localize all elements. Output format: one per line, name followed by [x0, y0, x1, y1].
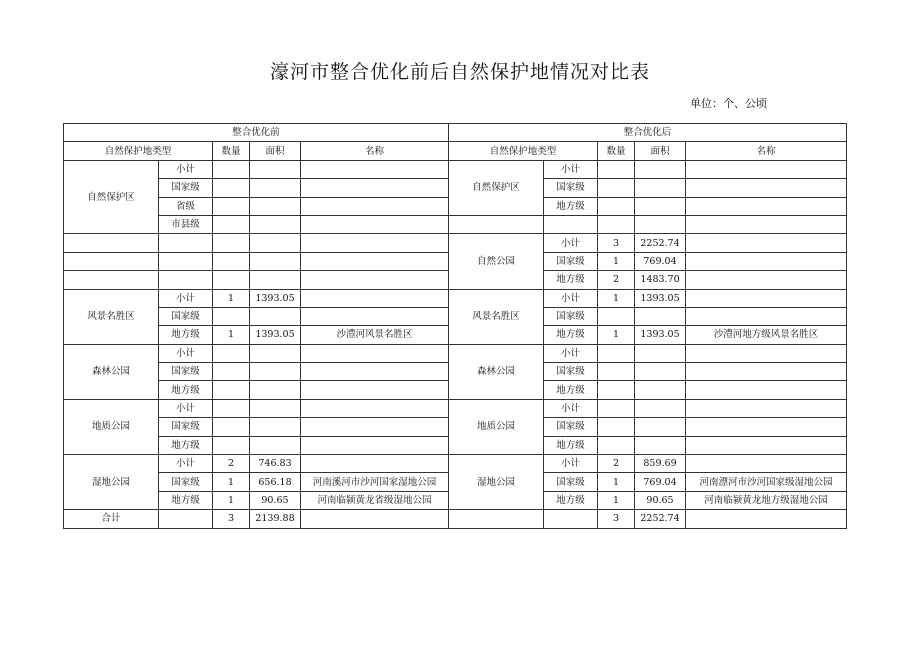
section-after: 整合优化后 — [449, 124, 847, 142]
count-cell: 3 — [598, 234, 635, 252]
level-cell: 小计 — [544, 234, 598, 252]
level-cell: 小计 — [159, 344, 213, 362]
area-cell: 1393.05 — [250, 289, 301, 307]
col-count-before: 数量 — [213, 142, 250, 160]
count-cell: 3 — [598, 510, 635, 528]
col-name-before: 名称 — [301, 142, 449, 160]
level-cell: 小计 — [544, 344, 598, 362]
table-row — [64, 455, 847, 473]
area-cell: 2252.74 — [635, 234, 686, 252]
col-type-after: 自然保护地类型 — [449, 142, 598, 160]
level-cell: 地方级 — [159, 436, 213, 454]
name-cell: 沙澧河地方级风景名胜区 — [686, 326, 847, 344]
count-cell: 1 — [598, 473, 635, 491]
count-cell: 1 — [213, 473, 250, 491]
name-cell: 河南临颍黄龙地方级湿地公园 — [686, 491, 847, 509]
level-cell: 地方级 — [544, 381, 598, 399]
level-cell: 国家级 — [544, 179, 598, 197]
level-cell: 市县级 — [159, 215, 213, 233]
comparison-table — [63, 123, 847, 529]
area-cell: 746.83 — [250, 455, 301, 473]
section-header-row — [64, 124, 847, 142]
level-cell: 国家级 — [159, 363, 213, 381]
name-cell: 河南漂河市沙河国家级湿地公园 — [686, 473, 847, 491]
category-cell: 湿地公园 — [64, 455, 159, 510]
col-area-after: 面积 — [635, 142, 686, 160]
level-cell: 小计 — [544, 455, 598, 473]
level-cell: 地方级 — [159, 491, 213, 509]
level-cell: 小计 — [159, 455, 213, 473]
level-cell: 国家级 — [544, 473, 598, 491]
count-cell: 2 — [598, 455, 635, 473]
category-cell: 地质公园 — [64, 399, 159, 454]
table-row — [64, 160, 847, 178]
col-count-after: 数量 — [598, 142, 635, 160]
area-cell: 90.65 — [250, 491, 301, 509]
area-cell: 859.69 — [635, 455, 686, 473]
section-before: 整合优化前 — [64, 124, 449, 142]
count-cell: 1 — [598, 491, 635, 509]
level-cell: 国家级 — [544, 363, 598, 381]
table-row — [64, 234, 847, 252]
level-cell: 小计 — [544, 160, 598, 178]
area-cell: 2252.74 — [635, 510, 686, 528]
table-row — [64, 344, 847, 362]
level-cell: 小计 — [544, 289, 598, 307]
level-cell: 国家级 — [159, 418, 213, 436]
table-row — [64, 289, 847, 307]
category-cell: 风景名胜区 — [449, 289, 544, 344]
total-row — [64, 510, 847, 528]
level-cell: 小计 — [544, 399, 598, 417]
count-cell: 1 — [598, 252, 635, 270]
level-cell: 小计 — [159, 289, 213, 307]
category-cell: 自然公园 — [449, 234, 544, 289]
level-cell: 国家级 — [159, 179, 213, 197]
level-cell: 地方级 — [544, 491, 598, 509]
table-row — [64, 215, 847, 233]
name-cell: 河南临颍黄龙省级湿地公园 — [301, 491, 449, 509]
level-cell: 地方级 — [544, 436, 598, 454]
count-cell: 1 — [598, 289, 635, 307]
count-cell: 2 — [598, 271, 635, 289]
count-cell: 1 — [213, 491, 250, 509]
category-cell: 森林公园 — [64, 344, 159, 399]
col-type-before: 自然保护地类型 — [64, 142, 213, 160]
level-cell: 国家级 — [159, 473, 213, 491]
level-cell: 地方级 — [544, 271, 598, 289]
name-cell: 沙澧河风景名胜区 — [301, 326, 449, 344]
level-cell: 小计 — [159, 399, 213, 417]
area-cell: 1393.05 — [635, 289, 686, 307]
level-cell: 国家级 — [544, 307, 598, 325]
level-cell: 国家级 — [159, 307, 213, 325]
area-cell: 769.04 — [635, 252, 686, 270]
area-cell: 769.04 — [635, 473, 686, 491]
category-cell: 森林公园 — [449, 344, 544, 399]
area-cell: 2139.88 — [250, 510, 301, 528]
category-cell: 地质公园 — [449, 399, 544, 454]
count-cell: 1 — [598, 326, 635, 344]
level-cell: 省级 — [159, 197, 213, 215]
area-cell: 1483.70 — [635, 271, 686, 289]
col-area-before: 面积 — [250, 142, 301, 160]
area-cell: 90.65 — [635, 491, 686, 509]
level-cell: 地方级 — [544, 326, 598, 344]
level-cell: 国家级 — [544, 418, 598, 436]
category-cell: 湿地公园 — [449, 455, 544, 510]
unit-label: 单位：个、公顷 — [690, 97, 767, 110]
level-cell: 地方级 — [159, 381, 213, 399]
level-cell: 小计 — [159, 160, 213, 178]
count-cell: 2 — [213, 455, 250, 473]
count-cell: 3 — [213, 510, 250, 528]
count-cell: 1 — [213, 326, 250, 344]
count-cell: 1 — [213, 289, 250, 307]
total-label: 合计 — [64, 510, 159, 528]
area-cell: 656.18 — [250, 473, 301, 491]
category-cell: 风景名胜区 — [64, 289, 159, 344]
col-name-after: 名称 — [686, 142, 847, 160]
level-cell: 地方级 — [544, 197, 598, 215]
area-cell: 1393.05 — [635, 326, 686, 344]
area-cell: 1393.05 — [250, 326, 301, 344]
column-header-row — [64, 142, 847, 160]
category-cell: 自然保护区 — [449, 160, 544, 215]
table-row — [64, 399, 847, 417]
page-title: 濠河市整合优化前后自然保护地情况对比表 — [269, 61, 650, 83]
level-cell: 地方级 — [159, 326, 213, 344]
name-cell: 河南溪河市沙河国家湿地公园 — [301, 473, 449, 491]
level-cell: 国家级 — [544, 252, 598, 270]
category-cell: 自然保护区 — [64, 160, 159, 234]
